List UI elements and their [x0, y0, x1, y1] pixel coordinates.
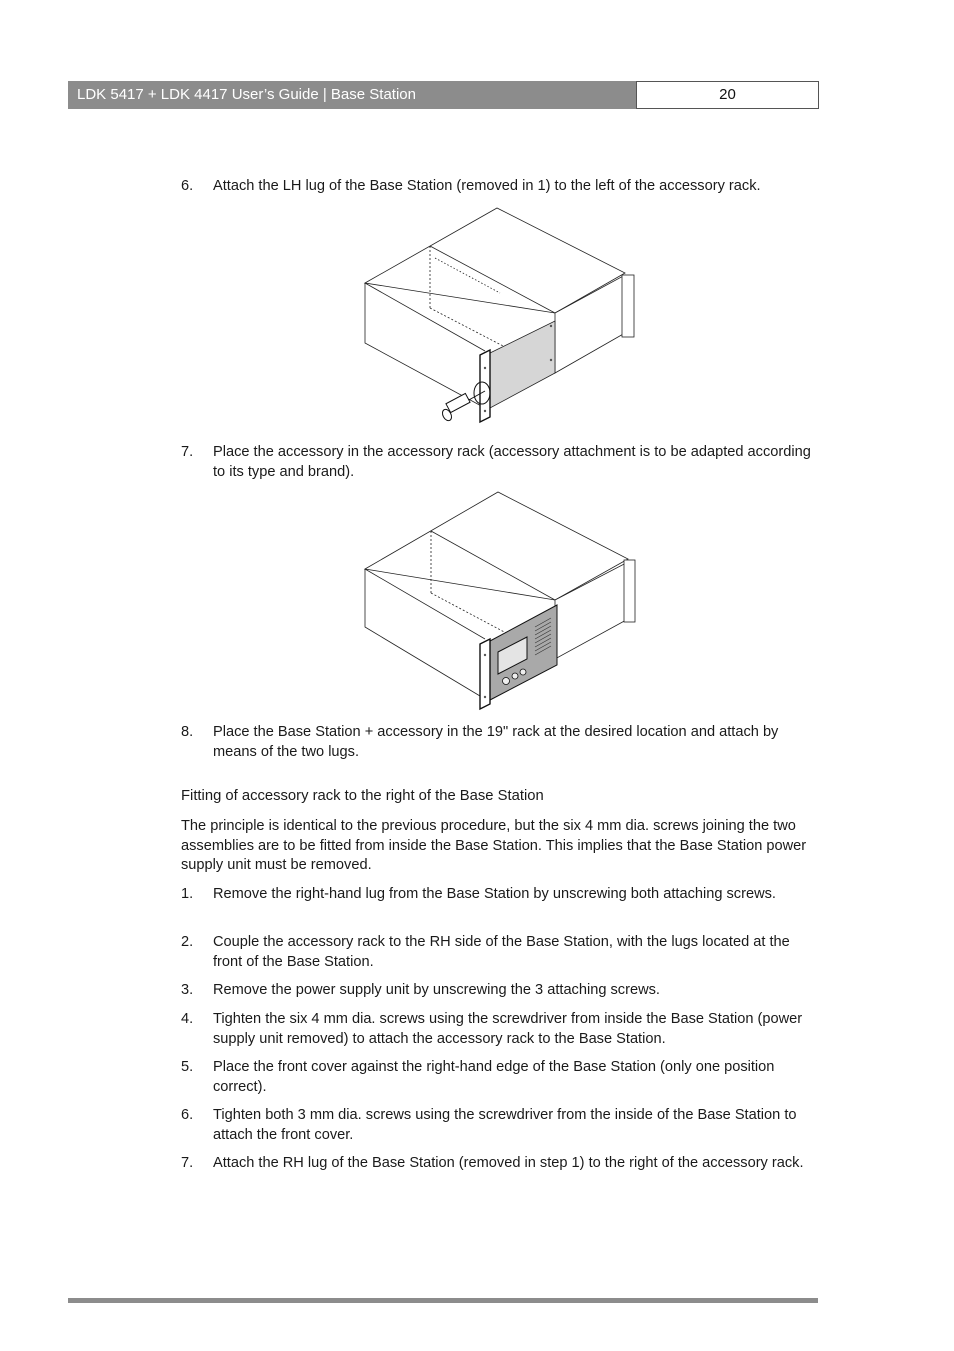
- list-item: [181, 177, 821, 197]
- step-text: Remove the right-hand lug from the Base Station by unscrewing both attaching screws.: [213, 886, 776, 902]
- step-text: Place the accessory in the accessory rack (accessory attachment is to be adapted according to its type and brand).: [213, 444, 811, 480]
- step-number: 7.: [181, 1155, 194, 1171]
- list-item: [181, 443, 821, 482]
- step-text: Attach the RH lug of the Base Station (removed in step 1) to the right of the accessory rack.: [213, 1155, 804, 1171]
- figure-attach-lh-lug: [355, 203, 645, 433]
- list-item: [181, 981, 821, 1001]
- list-item: [181, 1058, 821, 1097]
- step-number: 8.: [181, 724, 194, 740]
- list-item: [181, 1154, 821, 1174]
- section-intro: The principle is identical to the previous procedure, but the six 4 mm dia. screws joining the two assemblies are to be fitted from inside the Base Station. This implies that the Base Station power supply unit must be removed.: [181, 818, 807, 873]
- step-text: Couple the accessory rack to the RH side of the Base Station, with the lugs located at the front of the Base Station.: [213, 934, 790, 970]
- header-title: LDK 5417 + LDK 4417 User’s Guide | Base Station: [68, 81, 636, 109]
- list-item: [181, 933, 821, 972]
- step-text: Tighten both 3 mm dia. screws using the screwdriver from the inside of the Base Station to attach the front cover.: [213, 1107, 797, 1143]
- step-text: Attach the LH lug of the Base Station (removed in 1) to the left of the accessory rack.: [213, 178, 761, 194]
- list-item: [181, 885, 821, 905]
- step-number: 7.: [181, 444, 194, 460]
- step-number: 3.: [181, 982, 194, 998]
- step-number: 1.: [181, 886, 194, 902]
- step-number: 4.: [181, 1011, 194, 1027]
- step-text: Place the Base Station + accessory in the 19" rack at the desired location and attach by means of the two lugs.: [213, 724, 779, 760]
- step-number: 2.: [181, 934, 194, 950]
- step-text: Place the front cover against the right-hand edge of the Base Station (only one position correct).: [213, 1059, 775, 1095]
- footer-rule: [68, 1298, 818, 1303]
- page-number: 20: [636, 81, 819, 109]
- list-item: [181, 723, 821, 762]
- step-number: 6.: [181, 178, 194, 194]
- figure-accessory-in-rack: [355, 487, 645, 712]
- step-number: 6.: [181, 1107, 194, 1123]
- list-item: [181, 1106, 821, 1145]
- list-item: [181, 1010, 821, 1049]
- step-text: Remove the power supply unit by unscrewing the 3 attaching screws.: [213, 982, 660, 998]
- section-heading: Fitting of accessory rack to the right of the Base Station: [181, 788, 544, 804]
- step-number: 5.: [181, 1059, 194, 1075]
- step-text: Tighten the six 4 mm dia. screws using the screwdriver from inside the Base Station (power supply unit removed) to attach the accessory rack to the Base Station.: [213, 1011, 803, 1047]
